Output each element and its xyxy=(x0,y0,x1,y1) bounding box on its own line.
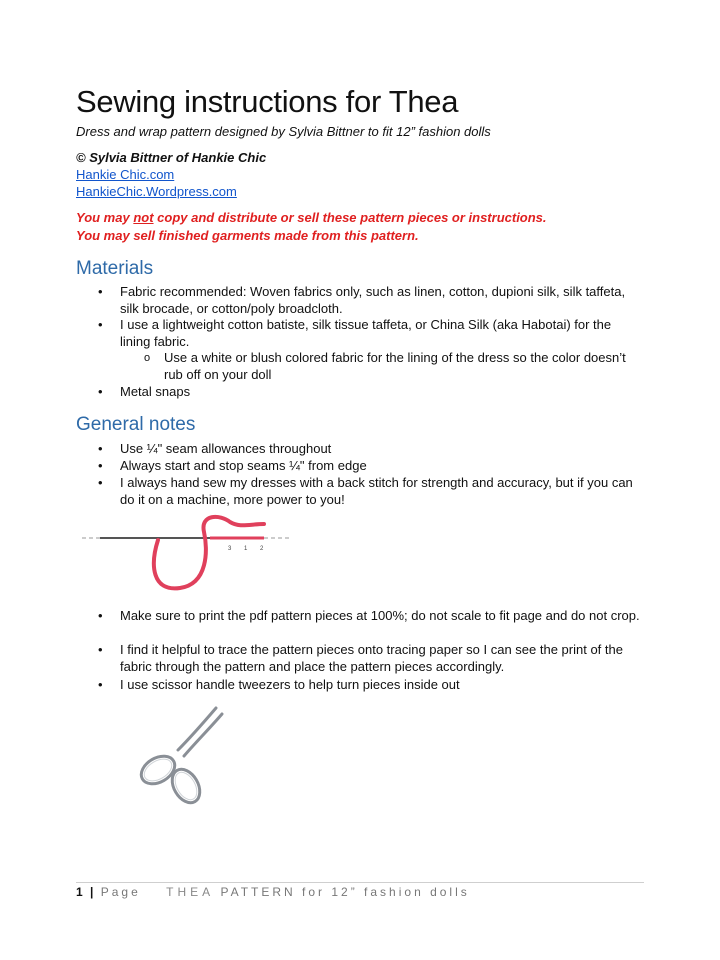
stitch-label: 3 xyxy=(228,546,232,552)
page-subtitle: Dress and wrap pattern designed by Sylvia Bittner to fit 12” fashion dolls xyxy=(76,124,491,139)
list-item xyxy=(98,283,644,317)
warning-copy-not: not xyxy=(133,210,154,225)
list-item-text: Metal snaps xyxy=(120,384,191,399)
footer-page-word: Page xyxy=(100,885,141,899)
warning-copy-post: copy and distribute or sell these pattern pieces or instructions. xyxy=(153,210,547,225)
link-hankie-chic[interactable]: Hankie Chic.com xyxy=(76,167,175,182)
materials-heading: Materials xyxy=(76,258,154,279)
page-title: Sewing instructions for Thea xyxy=(76,84,459,119)
warning-sell: You may sell finished garments made from this pattern. xyxy=(76,228,419,243)
list-item-text: Use ¼" seam allowances throughout xyxy=(120,441,332,456)
bullet-icon: • xyxy=(98,458,103,473)
general-notes-heading: General notes xyxy=(76,414,196,435)
thread-icon xyxy=(154,517,264,589)
footer-doc-name: THEA xyxy=(166,885,215,899)
scissor-tweezers-illustration xyxy=(134,702,234,812)
list-item xyxy=(98,383,644,400)
bullet-icon: • xyxy=(98,384,103,399)
footer-doc-rest: PATTERN for 12” fashion dolls xyxy=(220,885,470,899)
warning-copy xyxy=(76,210,547,225)
copyright-line: © Sylvia Bittner of Hankie Chic xyxy=(76,150,267,165)
bullet-icon: • xyxy=(98,317,103,332)
page-number: 1 xyxy=(76,885,84,899)
list-item xyxy=(98,607,644,624)
list-item-text: I use scissor handle tweezers to help turn pieces inside out xyxy=(120,677,460,692)
stitch-label: 1 xyxy=(244,546,248,552)
bullet-icon: • xyxy=(98,608,103,623)
list-item xyxy=(98,457,644,474)
bullet-icon: • xyxy=(98,677,103,692)
warning-copy-pre: You may xyxy=(76,210,134,225)
list-item-text: I always hand sew my dresses with a back stitch for strength and accuracy, but if you can do it on a machine, more power to you! xyxy=(120,475,633,507)
list-item xyxy=(98,641,644,675)
circle-bullet-icon: o xyxy=(144,352,151,364)
bullet-icon: • xyxy=(98,284,103,299)
list-item-text: Fabric recommended: Woven fabrics only, such as linen, cotton, dupioni silk, silk taffeta, silk brocade, or cotton/poly broadcloth. xyxy=(120,284,626,316)
list-item-text: Make sure to print the pdf pattern pieces at 100%; do not scale to fit page and do not crop. xyxy=(120,608,640,623)
bullet-icon: • xyxy=(98,441,103,456)
bullet-icon: • xyxy=(98,642,103,657)
list-item xyxy=(98,440,644,457)
list-subitem xyxy=(144,349,644,383)
list-item xyxy=(98,474,644,508)
list-item-text: Use a white or blush colored fabric for the lining of the dress so the color doesn’t rub off on your doll xyxy=(164,350,626,382)
page-footer xyxy=(76,885,470,899)
back-stitch-illustration xyxy=(80,510,295,595)
list-item xyxy=(98,316,644,350)
footer-separator: | xyxy=(90,885,95,899)
list-item-text: I find it helpful to trace the pattern pieces onto tracing paper so I can see the print of the fabric through the pattern and place the pattern pieces accordingly. xyxy=(120,642,623,674)
list-item xyxy=(98,676,644,693)
footer-divider xyxy=(76,882,644,883)
bullet-icon: • xyxy=(98,475,103,490)
link-wordpress[interactable]: HankieChic.Wordpress.com xyxy=(76,184,237,199)
list-item-text: I use a lightweight cotton batiste, silk tissue taffeta, or China Silk (aka Habotai) for the lining fabric. xyxy=(120,317,612,349)
stitch-label: 2 xyxy=(260,546,264,552)
list-item-text: Always start and stop seams ¼" from edge xyxy=(120,458,367,473)
